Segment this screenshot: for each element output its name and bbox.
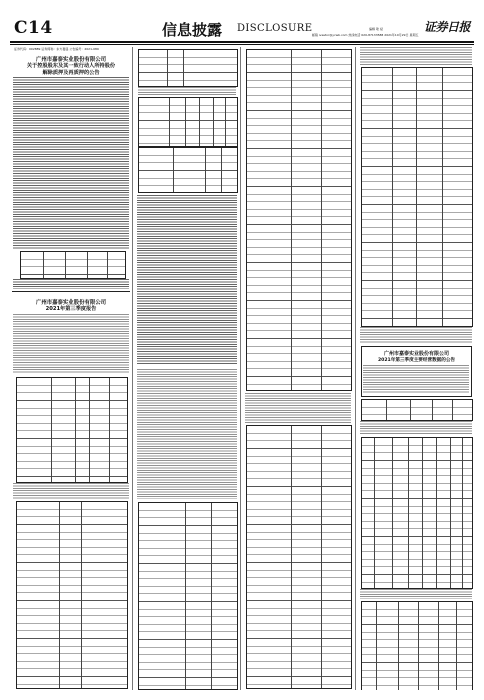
balance-sheet-table [138,502,238,690]
top-holders-table [138,147,238,193]
notice-body-text [13,279,129,289]
notice-title: 关于控股股东及其一致行动人所持股份 [26,63,116,69]
masthead [0,0,484,40]
notice-company-name: 广州市嘉泰实业股份有限公司 [35,57,107,63]
body-text [137,195,237,365]
restated-balance-table [361,67,473,327]
projects-table [361,437,473,589]
notice-body-text [363,365,469,393]
column-1 [12,47,130,690]
body-text [360,421,472,435]
notice-company-name: 广州市嘉泰实业股份有限公司 [383,351,449,357]
financial-table [16,377,128,483]
body-text [138,87,236,95]
section-title-english: DISCLOSURE [237,23,313,34]
non-recurring-table [16,501,128,689]
masthead-rule-thin [10,44,474,45]
column-divider [355,47,356,690]
body-text [245,393,351,423]
notice-header-meta: 证券代码：002889 证券简称：东方嘉盛 公告编号：2021-089 [14,47,99,51]
variance-table [138,49,238,87]
body-text [360,589,472,599]
column-divider [132,47,133,690]
shareholder-table [138,97,238,147]
section-title: 信息披露 [162,21,223,39]
contracts-table [361,601,473,690]
cash-flow-table [246,425,352,689]
body-text [360,47,472,65]
masthead-meta: 邮箱 ivestor@ycwb.com 热线电话 020-87133588 2021年10月29日 星期五 [312,33,419,37]
column-3 [244,47,353,690]
notice-divider [12,291,130,292]
notice-title: 解除质押及再质押的公告 [42,70,100,76]
income-statement-table [246,49,352,391]
report-title: 2021年第三季度报告 [45,306,97,312]
operating-summary-table [361,399,473,421]
report-body-text [13,483,129,499]
report-company-name: 广州市嘉泰实业股份有限公司 [35,300,107,306]
report-body-text [13,314,129,374]
masthead-rule [10,41,474,43]
editor-line: 编辑 耿 斌 [369,27,383,31]
newspaper-logo: 证券日报 [424,20,471,34]
page-number: C14 [14,18,53,38]
body-text [360,327,472,343]
pledge-table [20,251,126,279]
column-4 [359,47,474,690]
body-text [137,369,237,499]
column-divider [240,47,241,690]
column-2 [136,47,238,690]
notice-body-text [13,77,129,249]
notice-title: 2021年第三季度主要经营数据的公告 [377,358,456,363]
